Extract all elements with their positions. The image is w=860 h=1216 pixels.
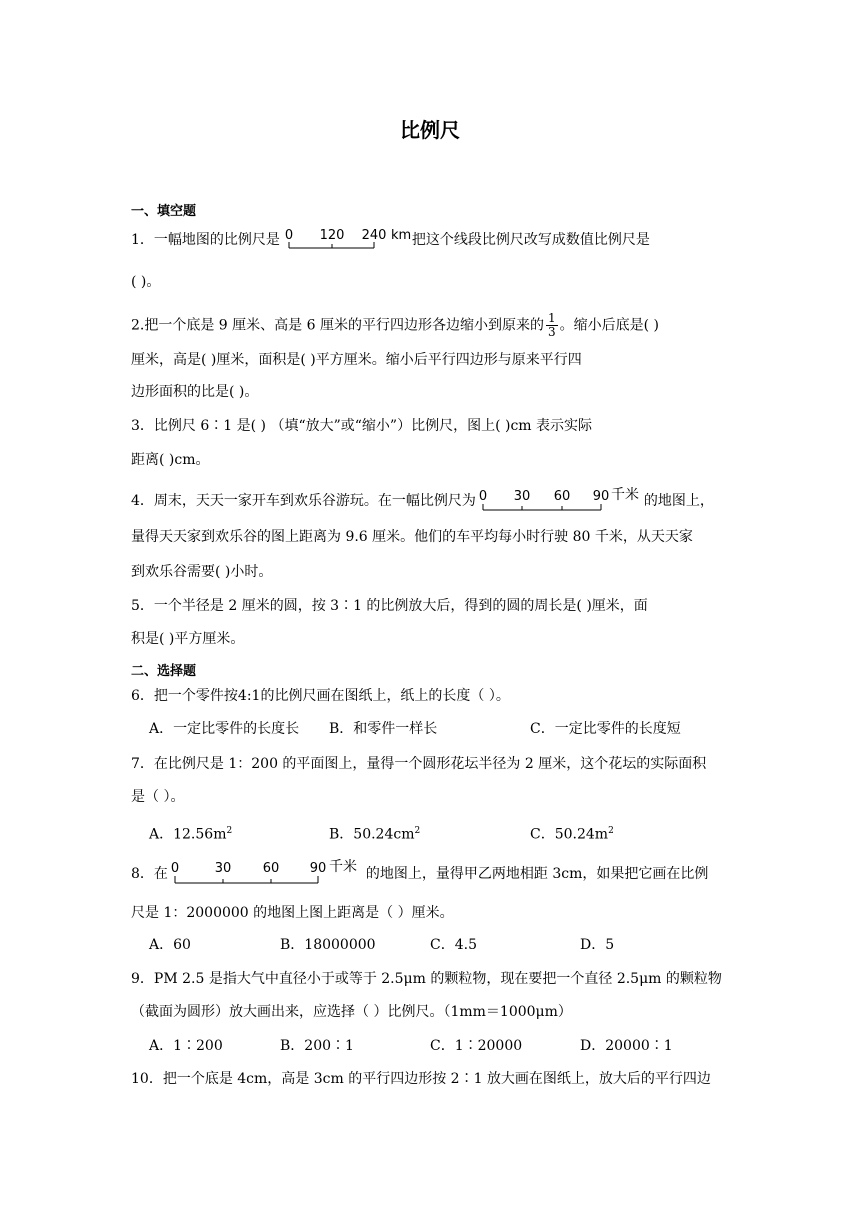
q7-option-a-text: A．12.56m — [149, 826, 227, 843]
q6-option-b: B．和零件一样长 — [329, 721, 438, 737]
q2-text-pre: 2.把一个底是 9 厘米、高是 6 厘米的平行四边形各边缩小到原来的 — [131, 317, 544, 334]
q8-text-post: 的地图上，量得甲乙两地相距 3cm，如果把它画在比例 — [365, 866, 709, 882]
question-7: 7．在比例尺是 1：200 的平面图上，量得一个圆形花坛半径为 2 厘米，这个花坛的实际面积 — [131, 756, 707, 772]
scale-unit-label: 千米 — [328, 859, 357, 875]
question-2-line-2: 厘米，高是( )厘米，面积是( )平方厘米。缩小后平行四边形与原来平行四 — [131, 352, 582, 368]
q6-option-c: C．一定比零件的长度短 — [530, 721, 681, 737]
question-1 — [131, 226, 650, 254]
q7-option-a — [149, 821, 232, 845]
scale-tick-label: 240 — [361, 228, 387, 243]
scale-tick-label: 120 — [319, 228, 345, 243]
q7-option-c-text: C．50.24m — [530, 826, 609, 843]
question-6: 6．把一个零件按4:1的比例尺画在图纸上，纸上的长度（ ）。 — [131, 688, 510, 704]
superscript-2: 2 — [608, 826, 614, 836]
q9-option-b: B．200∶1 — [280, 1038, 354, 1054]
scale-bar-240km — [281, 226, 411, 254]
question-3-line-2: 距离( )cm。 — [131, 452, 210, 468]
fraction-one-third — [546, 312, 558, 339]
q7-option-b-text: B．50.24cm — [329, 826, 415, 843]
question-8 — [131, 859, 708, 889]
superscript-2: 2 — [414, 826, 421, 836]
question-2-line-3: 边形面积的比是( )。 — [131, 384, 259, 400]
q1-text-pre: 1．一幅地图的比例尺是 — [131, 232, 280, 248]
q8-option-a: A．60 — [149, 937, 191, 953]
page-title: 比例尺 — [400, 118, 460, 142]
scale-tick-label: 0 — [478, 489, 488, 504]
q9-option-d: D．20000∶1 — [580, 1038, 673, 1054]
question-4-line-3: 到欢乐谷需要( )小时。 — [131, 564, 273, 580]
q6-option-a: A．一定比零件的长度长 — [149, 721, 300, 737]
question-9: 9．PM 2.5 是指大气中直径小于或等于 2.5μm 的颗粒物，现在要把一个直径 2.5μm 的颗粒物 — [131, 971, 722, 987]
scale-tick-label: 30 — [214, 861, 232, 876]
scale-tick-label: 0 — [284, 228, 294, 243]
question-8-line-2: 尺是 1：2000000 的地图上图上距离是（ ）厘米。 — [131, 905, 454, 921]
question-4 — [131, 487, 714, 515]
scale-tick-label: 30 — [513, 489, 531, 504]
q8-option-d: D．5 — [580, 937, 615, 953]
question-5-line-2: 积是( )平方厘米。 — [131, 631, 245, 647]
q4-text-post: 的地图上， — [643, 493, 714, 509]
question-10: 10．把一个底是 4cm，高是 3cm 的平行四边形按 2∶1 放大画在图纸上，放大后的平行四边 — [131, 1071, 711, 1087]
scale-tick-label: 60 — [553, 489, 571, 504]
q7-option-b — [329, 821, 420, 845]
question-7-line-2: 是（ ）。 — [131, 789, 185, 805]
q8-option-b: B．18000000 — [280, 937, 376, 953]
scale-unit-label: 千米 — [610, 487, 639, 503]
superscript-2: 2 — [226, 826, 233, 836]
scale-tick-label: 90 — [309, 861, 327, 876]
scale-bar-90-qianmi — [477, 487, 643, 515]
q9-option-a: A．1∶200 — [149, 1038, 223, 1054]
scale-tick-label: 0 — [170, 861, 180, 876]
question-5: 5．一个半径是 2 厘米的圆，按 3∶1 的比例放大后，得到的圆的周长是( )厘米，面 — [131, 598, 648, 614]
question-3: 3．比例尺 6∶1 是( ) （填“放大”或“缩小”）比例尺，图上( )cm 表示实际 — [131, 418, 593, 434]
scale-tick-label: 90 — [592, 489, 610, 504]
scale-unit-label: km — [390, 228, 411, 243]
question-9-line-2: （截面为圆形）放大画出来，应选择（ ）比例尺。（1mm＝1000μm） — [131, 1004, 572, 1020]
question-1-line-2: ( )。 — [131, 274, 161, 290]
scale-tick-label: 60 — [262, 861, 280, 876]
q7-option-c — [530, 821, 614, 845]
scale-bar-90-qianmi — [169, 859, 365, 889]
q8-option-c: C．4.5 — [430, 937, 477, 953]
section-heading-choice: 二、选择题 — [131, 664, 197, 679]
q2-text-post: 。缩小后底是( ) — [559, 317, 659, 334]
question-2 — [131, 312, 659, 339]
q8-text-pre: 8．在 — [131, 866, 168, 882]
fraction-denominator: 3 — [547, 325, 556, 339]
section-heading-fill: 一、填空题 — [131, 204, 197, 219]
q9-option-c: C．1∶20000 — [430, 1038, 523, 1054]
question-4-line-2: 量得天天家到欢乐谷的图上距离为 9.6 厘米。他们的车平均每小时行驶 80 千米，从天天家 — [131, 529, 693, 545]
q1-text-post: 把这个线段比例尺改写成数值比例尺是 — [411, 232, 650, 248]
fraction-numerator: 1 — [547, 311, 556, 325]
q4-text-pre: 4．周末，天天一家开车到欢乐谷游玩。在一幅比例尺为 — [131, 493, 476, 509]
